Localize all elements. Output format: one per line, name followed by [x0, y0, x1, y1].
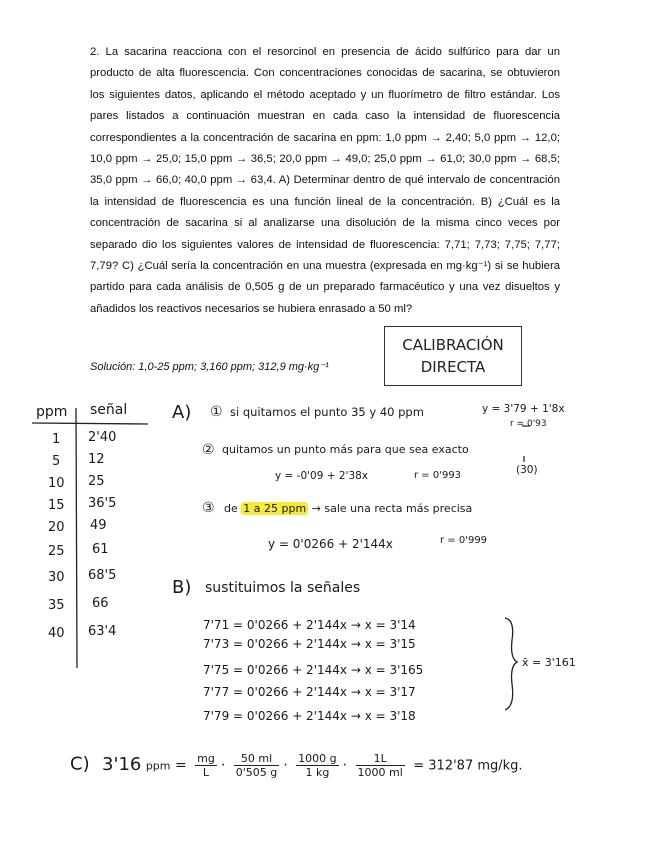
b-signal: 7'79: [203, 709, 230, 723]
ppm-cell: 10: [48, 476, 65, 491]
b-row: 7'75 = 0'0266 + 2'144x → x = 3'165: [203, 663, 424, 677]
ppm-cell: 5: [52, 454, 61, 469]
step3-r: r = 0'999: [440, 535, 488, 546]
part-c-label: C): [70, 753, 90, 775]
factor-volume-mass: [234, 752, 280, 779]
factor-mg-per-l: [195, 752, 217, 779]
b-mean: x̄ = 3'161: [522, 656, 576, 669]
step2-note: (30): [516, 464, 538, 476]
ppm-cell: 40: [48, 626, 65, 641]
signal-cell: 25: [88, 474, 105, 489]
step2-text: quitamos un punto más para que sea exacto: [222, 443, 469, 456]
signal-cell: 12: [88, 452, 105, 467]
factor-den: 1000 ml: [357, 766, 403, 779]
step2-number: ②: [202, 442, 215, 458]
step2-equation: y = -0'09 + 2'38x: [275, 470, 369, 482]
step1-number: ①: [210, 404, 223, 420]
factor-den: 0'505 g: [235, 766, 278, 779]
factor-num: 1L: [356, 752, 405, 766]
factor-num: 50 ml: [234, 752, 280, 766]
signal-cell: 49: [90, 518, 107, 533]
factor-l-per-ml: [356, 752, 405, 779]
part-b-label: B): [172, 577, 192, 598]
b-row: 7'79 = 0'0266 + 2'144x → x = 3'18: [203, 709, 416, 723]
step1-r: r = 0'93: [510, 419, 547, 429]
b-result: x = 3'18: [364, 709, 416, 723]
factor-den: 1 kg: [305, 766, 330, 779]
ppm-cell: 35: [48, 598, 65, 613]
b-result: x = 3'17: [364, 685, 416, 699]
stamp-line-1: CALIBRACIÓN: [402, 336, 504, 354]
step1-text: si quitamos el punto 35 y 40 ppm: [230, 405, 424, 419]
table-header-ppm: ppm: [36, 404, 68, 420]
b-equation: = 0'0266 + 2'144x: [233, 663, 347, 677]
part-b-title: sustituimos la señales: [205, 580, 361, 596]
signal-cell: 63'4: [88, 624, 117, 639]
signal-cell: 2'40: [88, 430, 117, 445]
b-signal: 7'75: [203, 663, 230, 677]
part-c-value: 3'16: [102, 753, 142, 775]
b-row: 7'71 = 0'0266 + 2'144x → x = 3'14: [203, 618, 416, 632]
solution-line: Solución: 1,0-25 ppm; 3,160 ppm; 312,9 mg·kg⁻¹: [90, 361, 329, 373]
b-equation: = 0'0266 + 2'144x: [233, 618, 347, 632]
b-row: 7'73 = 0'0266 + 2'144x → x = 3'15: [203, 637, 416, 651]
ppm-cell: 15: [48, 498, 65, 513]
part-a-label: A): [172, 402, 192, 423]
b-equation: = 0'0266 + 2'144x: [233, 685, 347, 699]
step3-equation: y = 0'0266 + 2'144x: [268, 537, 393, 551]
step3-line: [224, 502, 472, 515]
step3-highlight: 1 a 25 ppm: [243, 502, 307, 515]
signal-cell: 68'5: [88, 568, 117, 583]
b-equation: = 0'0266 + 2'144x: [233, 709, 347, 723]
factor-g-per-kg: [296, 752, 338, 779]
stamp-line-2: DIRECTA: [420, 358, 486, 376]
ppm-cell: 20: [48, 520, 65, 535]
factor-num: 1000 g: [298, 752, 337, 765]
ppm-cell: 30: [48, 570, 65, 585]
factor-num: mg: [197, 752, 215, 765]
signal-cell: 36'5: [88, 496, 117, 511]
step1-equation: y = 3'79 + 1'8x: [482, 403, 565, 415]
part-c-line: C) 3'16 ppm = $\frac{mg}{L}$ · $\frac{50 ml}{0'505 g}$ · $\frac{1000 g}{1 kg}$ · $\frac{1L}{1000 ml}$ = 312'87 mg/kg.: [70, 752, 523, 779]
step3-pre: de: [224, 502, 238, 515]
b-equation: = 0'0266 + 2'144x: [233, 637, 347, 651]
step3-post: → sale una recta más precisa: [311, 502, 473, 515]
factor-den: L: [202, 766, 210, 779]
b-signal: 7'73: [203, 637, 230, 651]
part-c-result: = 312'87 mg/kg.: [413, 758, 523, 774]
ppm-cell: 1: [52, 432, 61, 447]
step3-number: ③: [202, 500, 215, 516]
signal-cell: 61: [92, 542, 109, 557]
b-row: 7'77 = 0'0266 + 2'144x → x = 3'17: [203, 685, 416, 699]
b-result: x = 3'14: [364, 618, 416, 632]
step2-r: r = 0'993: [414, 470, 462, 481]
b-signal: 7'71: [203, 618, 230, 632]
b-result: x = 3'165: [364, 663, 424, 677]
table-header-signal: señal: [90, 402, 128, 418]
ppm-cell: 25: [48, 544, 65, 559]
b-signal: 7'77: [203, 685, 230, 699]
signal-cell: 66: [92, 596, 109, 611]
problem-statement: 2. La sacarina reacciona con el resorcinol en presencia de ácido sulfúrico para dar un producto de alta fluorescencia. Con concentraciones conocidas de sacarina, se obtuvieron los siguientes datos, aplicando el método aceptado y un fluorímetro de filtro estándar. Los pares listados a continuación muestran en cada caso la intensidad de fluorescencia correspondientes a la concentración de sacarina en ppm: 1,0 ppm → 2,40; 5,0 ppm → 12,0; 10,0 ppm → 25,0; 15,0 ppm → 36,5; 20,0 ppm → 49,0; 25,0 ppm → 61,0; 30,0 ppm → 68,5; 35,0 ppm → 66,0; 40,0 ppm → 63,4. A) Determinar dentro de qué intervalo de concentración la intensidad de fluorescencia es una función lineal de la concentración. B) ¿Cuál es la concentración de sacarina si al analizarse una disolución de la misma cinco veces por separado dio los siguientes valores de intensidad de fluorescencia: 7,71; 7,73; 7,75; 7,77; 7,79? C) ¿Cuál sería la concentración en una muestra (expresada en mg·kg⁻¹) si se hubiera partido para cada análisis de 0,505 g de un preparado farmacéutico y una vez disueltos y añadidos los reactivos necesarios se hubiera enrasado a 50 ml?: [90, 46, 560, 315]
b-result: x = 3'15: [364, 637, 416, 651]
part-c-unit: ppm: [145, 759, 171, 773]
